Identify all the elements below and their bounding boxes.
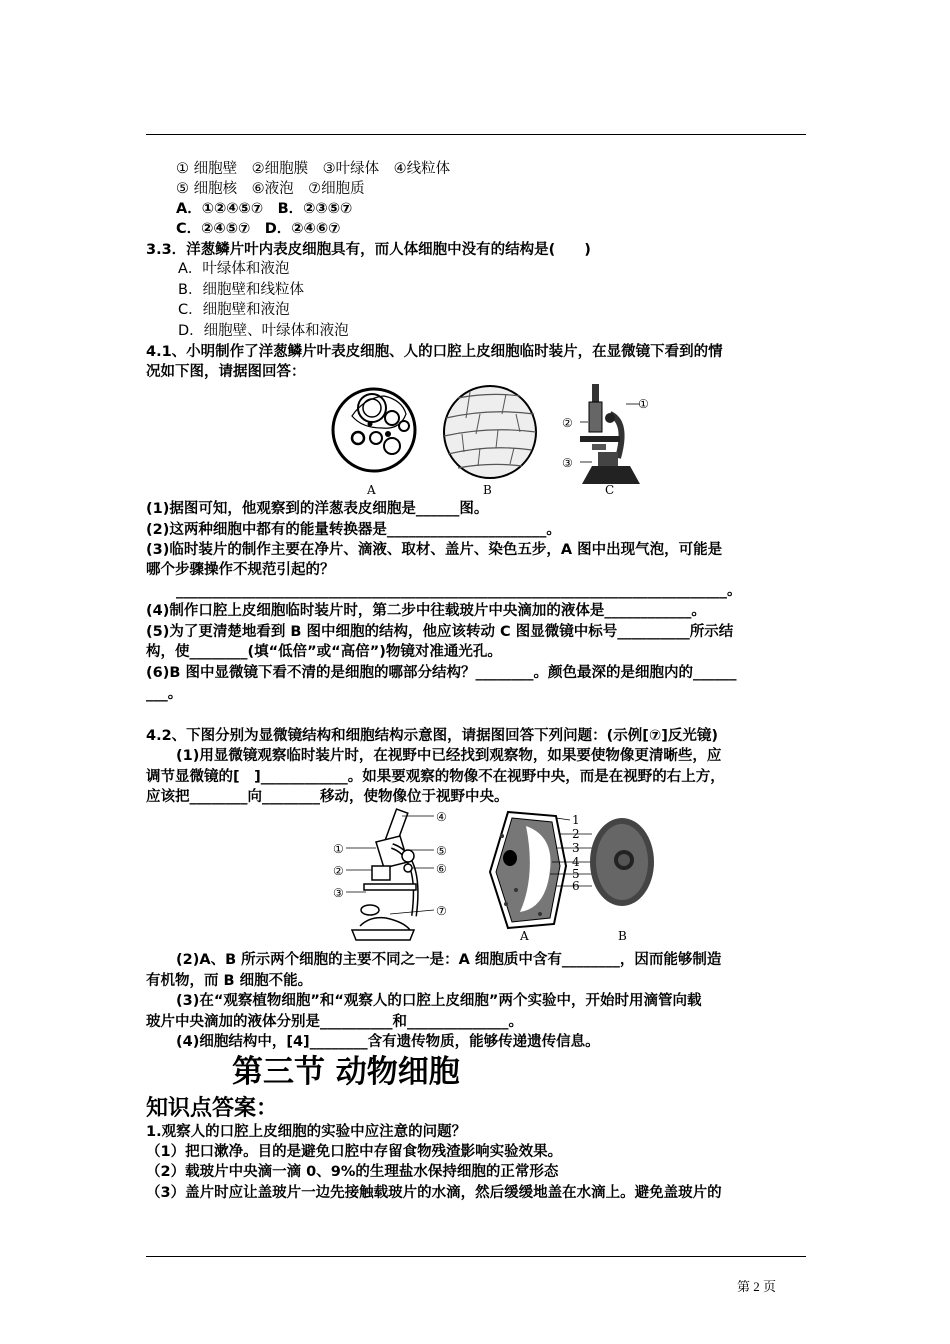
cell-mark-5: 5: [572, 867, 580, 881]
micro-mark-3: ③: [562, 456, 573, 470]
plant-cell-a: [490, 812, 566, 928]
q4-2-mark-4: ④: [436, 810, 447, 824]
q4-2-part-1a: (1)用显微镜观察临时装片时，在视野中已经找到观察物，如果要使物像更清晰些，应: [176, 748, 722, 764]
figure-c-label: C: [605, 483, 615, 497]
q4-2-figure: [330, 806, 660, 946]
q4-2-mark-6: ⑥: [436, 862, 447, 876]
q4-1-figure: [330, 378, 660, 500]
answers-heading: 知识点答案：: [146, 1096, 279, 1121]
q4-1-part-3b: 哪个步骤操作不规范引起的？: [146, 562, 335, 578]
cell-mark-3: 3: [572, 841, 580, 855]
q4-2-mark-1: ①: [333, 842, 344, 856]
q4-1-stem-2: 况如下图，请据图回答：: [146, 364, 306, 380]
micro-mark-1: ①: [638, 397, 649, 411]
q4-1-stem-1: 4.1、小明制作了洋葱鳞片叶表皮细胞、人的口腔上皮细胞临时装片，在显微镜下看到的情: [146, 344, 723, 360]
q4-1-part-5b: 构，使________(填“低倍”或“高倍”)物镜对准通光孔。: [146, 644, 502, 660]
microscope-diagram: [346, 809, 434, 940]
q3-2-choice-cd: C．②④⑤⑦ D．②④⑥⑦: [176, 221, 341, 237]
q4-2-mark-5: ⑤: [436, 844, 447, 858]
q3-2-choice-ab: A．①②④⑤⑦ B．②③⑤⑦: [176, 201, 353, 217]
header-rule: [146, 134, 806, 135]
q3-2-options-1: ① 细胞壁 ②细胞膜 ③叶绿体 ④线粒体: [176, 161, 451, 177]
figure-b-cells-view: [444, 386, 536, 478]
q4-2-stem: 4.2、下图分别为显微镜结构和细胞结构示意图，请据图回答下列问题：(示例[⑦]反光镜): [146, 728, 718, 744]
q3-3-option-a: A．叶绿体和液泡: [178, 261, 290, 277]
q4-1-part-3-blank: ____________________________________________________________________________。: [176, 583, 742, 599]
cell-mark-6: 6: [572, 879, 580, 893]
q4-1-part-6a: (6)B 图中显微镜下看不清的是细胞的哪部分结构？________。颜色最深的是细胞内的______: [146, 665, 737, 681]
q4-1-part-4: (4)制作口腔上皮细胞临时装片时，第二步中往载玻片中央滴加的液体是____________。: [146, 603, 706, 619]
answer-question-1: 1.观察人的口腔上皮细胞的实验中应注意的问题？: [146, 1124, 467, 1140]
answer-2: （2）载玻片中央滴一滴 0、9%的生理盐水保持细胞的正常形态: [146, 1164, 559, 1180]
q3-3-option-c: C．细胞壁和液泡: [178, 302, 290, 318]
answer-3: （3）盖片时应让盖玻片一边先接触载玻片的水滴，然后缓缓地盖在水滴上。避免盖玻片的: [146, 1185, 722, 1201]
q4-2-part-3a: (3)在“观察植物细胞”和“观察人的口腔上皮细胞”两个实验中，开始时用滴管向载: [176, 993, 702, 1009]
q3-3-option-b: B．细胞壁和线粒体: [178, 282, 304, 298]
q4-1-part-2: (2)这两种细胞中都有的能量转换器是______________________。: [146, 522, 561, 538]
q4-1-part-6b: ___。: [146, 686, 183, 702]
section-title: 第三节 动物细胞: [232, 1054, 460, 1090]
footer-rule: [146, 1256, 806, 1257]
q4-2-part-1c: 应该把________向________移动，使物像位于视野中央。: [146, 789, 509, 805]
micro-mark-2: ②: [562, 416, 573, 430]
cell-mark-4: 4: [572, 855, 580, 869]
q4-1-part-5a: (5)为了更清楚地看到 B 图中细胞的结构，他应该转动 C 图显微镜中标号__________所示结: [146, 624, 734, 640]
figure-b-label: B: [483, 483, 492, 497]
q4-1-part-1: (1)据图可知，他观察到的洋葱表皮细胞是______图。: [146, 501, 489, 517]
cell-a-label: A: [520, 929, 529, 943]
q4-2-part-3b: 玻片中央滴加的液体分别是__________和______________。: [146, 1014, 523, 1030]
cell-mark-2: 2: [572, 827, 580, 841]
q4-2-mark-3: ③: [333, 886, 344, 900]
animal-cell-b: [590, 818, 654, 906]
figure-a-label: A: [367, 483, 376, 497]
figure-c-microscope: [580, 384, 640, 484]
q4-2-part-1b: 调节显微镜的[ ]____________。如果要观察的物像不在视野中央，而是在视野的右上方，: [146, 769, 725, 785]
cell-b-label: B: [618, 929, 627, 943]
q4-2-part-2b: 有机物，而 B 细胞不能。: [146, 973, 313, 989]
q3-2-options-2: ⑤ 细胞核 ⑥液泡 ⑦细胞质: [176, 181, 365, 197]
figure-a-cells-view: [333, 389, 415, 471]
page-number: 第 2 页: [737, 1279, 777, 1294]
q4-2-mark-7: ⑦: [436, 904, 447, 918]
answer-1: （1）把口漱净。目的是避免口腔中存留食物残渣影响实验效果。: [146, 1144, 563, 1160]
q4-2-mark-2: ②: [333, 864, 344, 878]
q4-1-part-3a: (3)临时装片的制作主要在净片、滴液、取材、盖片、染色五步，A 图中出现气泡，可能是: [146, 542, 723, 558]
cell-mark-1: 1: [572, 813, 580, 827]
q4-2-part-4: (4)细胞结构中，[4]________含有遗传物质，能够传递遗传信息。: [176, 1034, 600, 1050]
q3-3-option-d: D．细胞壁、叶绿体和液泡: [178, 323, 349, 339]
q4-2-part-2a: (2)A、B 所示两个细胞的主要不同之一是：A 细胞质中含有________，因而能够制造: [176, 952, 722, 968]
q3-3-stem: 3.3．洋葱鳞片叶内表皮细胞具有，而人体细胞中没有的结构是( ): [146, 242, 591, 258]
